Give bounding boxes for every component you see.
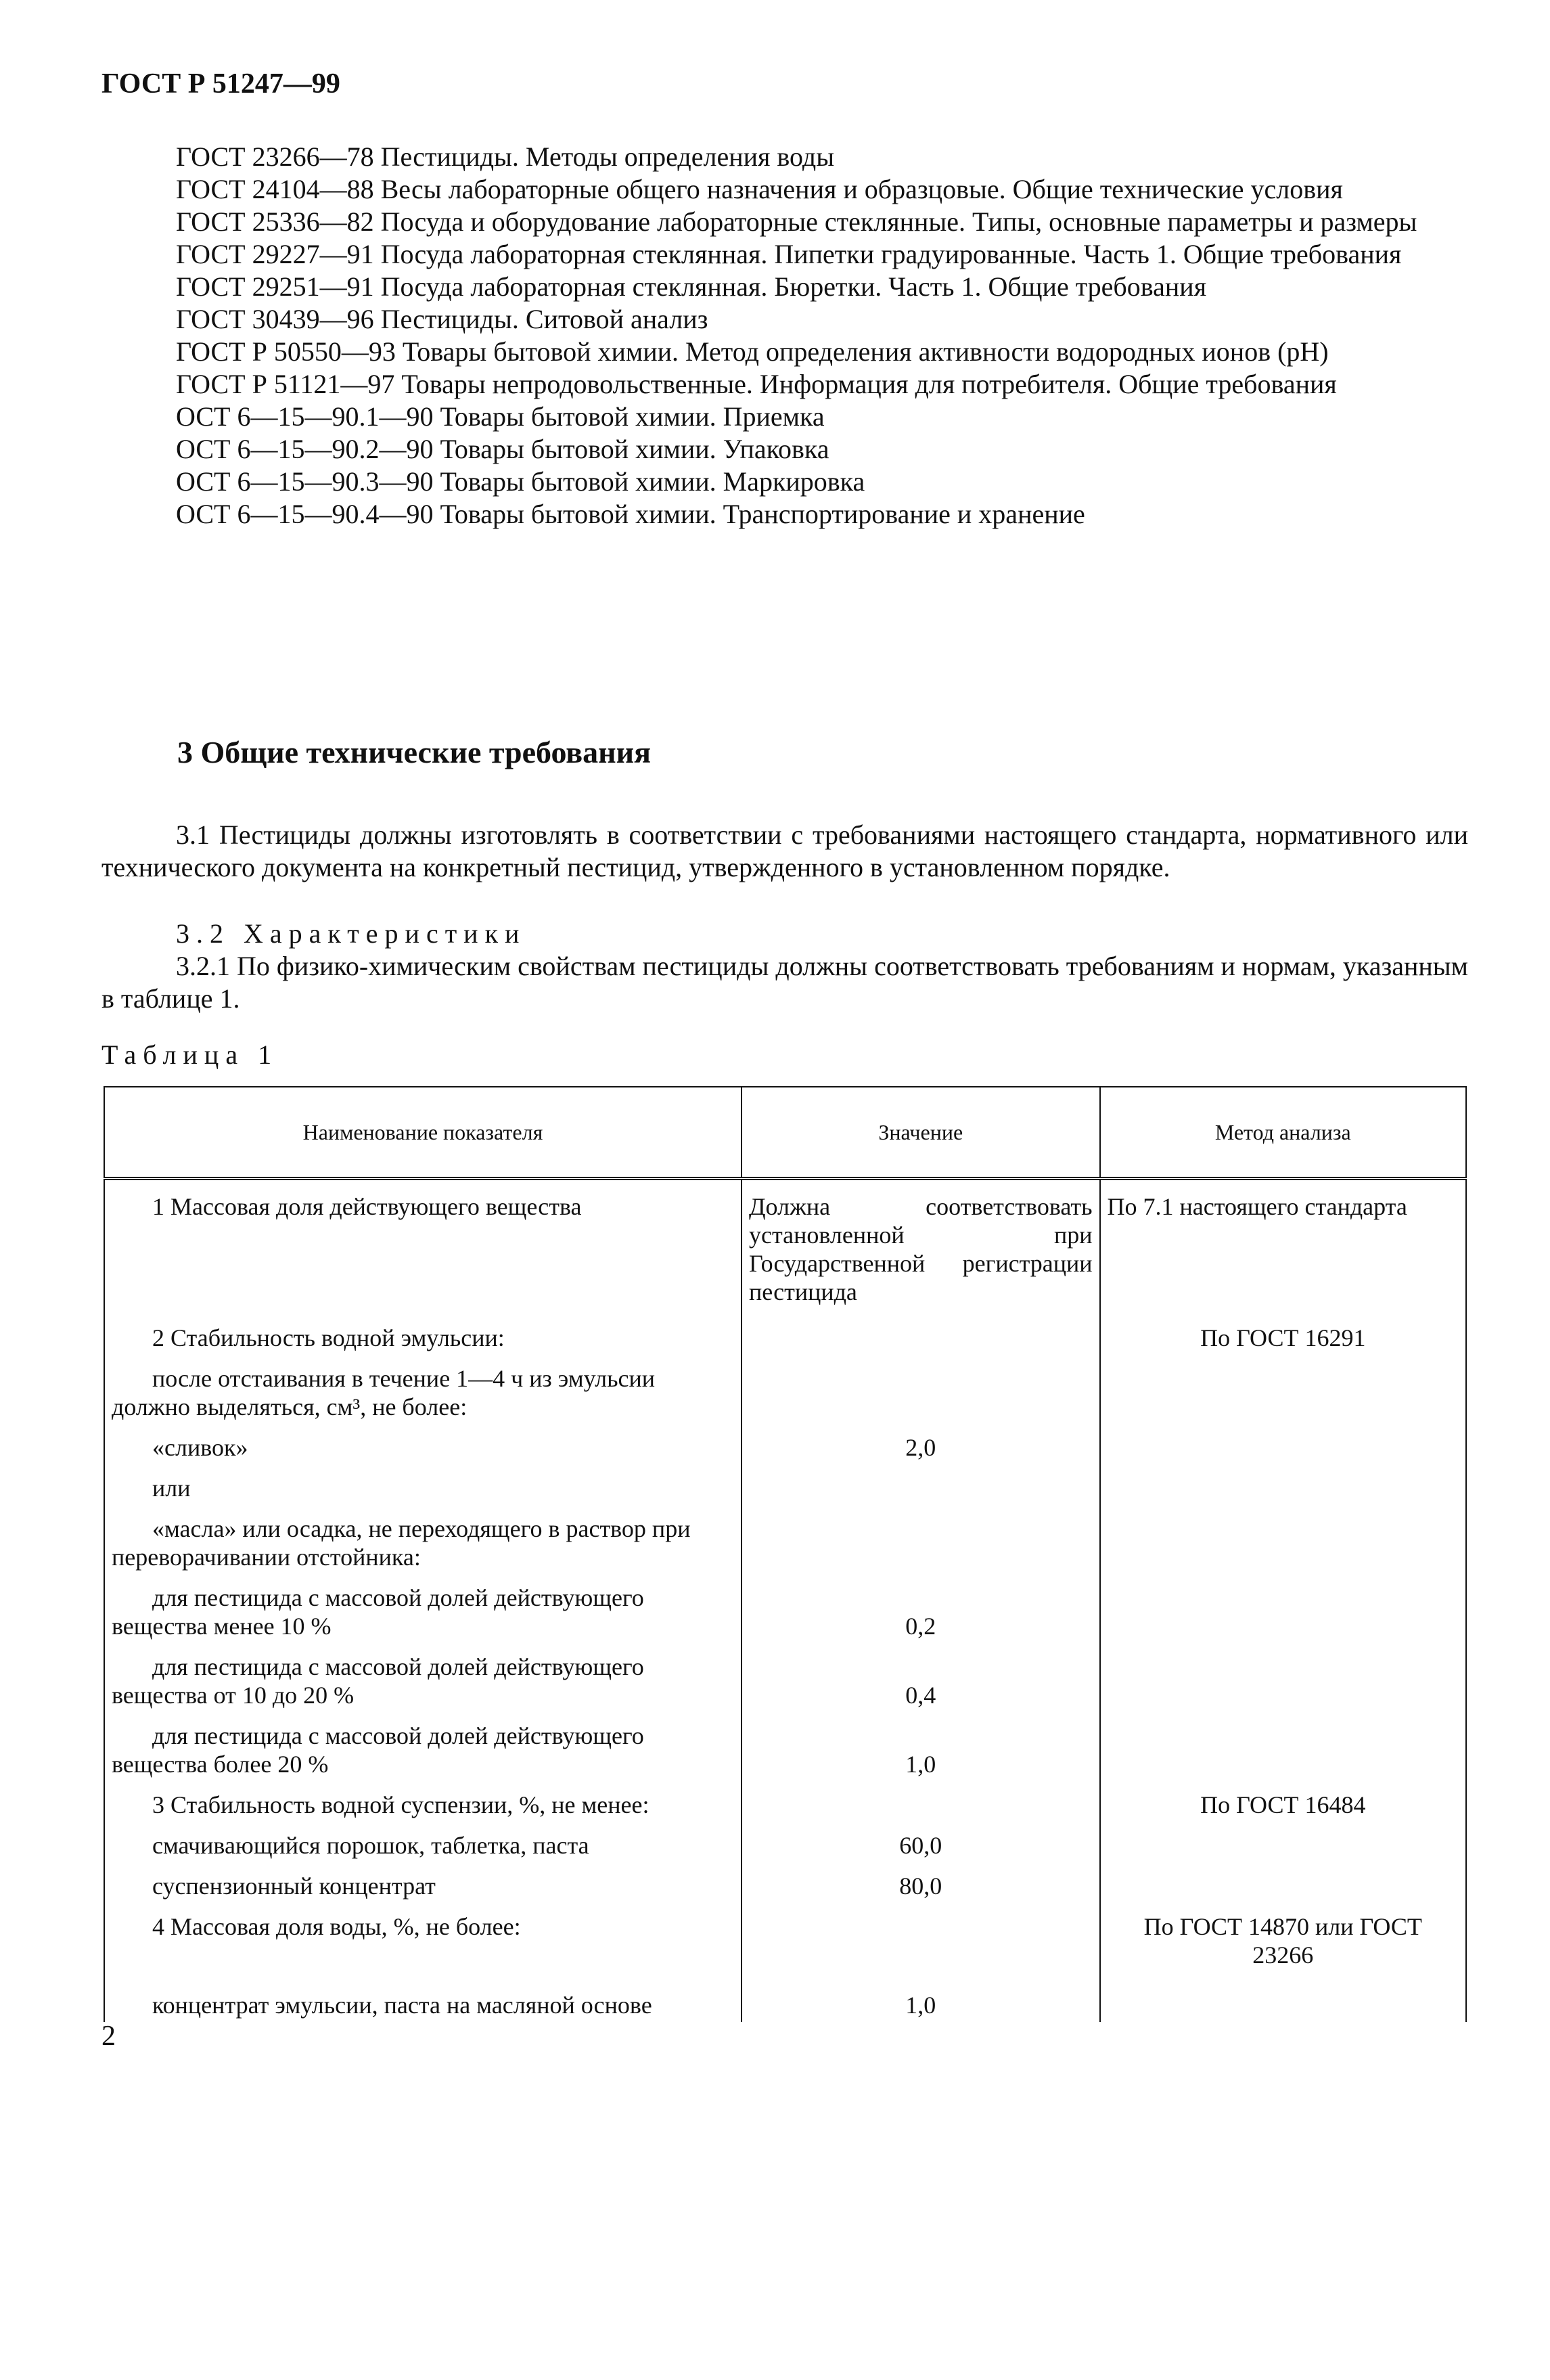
section-title: 3 Общие технические требования [177, 735, 652, 769]
table-header-row [104, 1087, 1466, 1179]
column-header-method: Метод анализа [1100, 1087, 1466, 1179]
cell-method [1100, 1574, 1466, 1643]
cell-name: смачивающийся порошок, таблетка, паста [104, 1822, 742, 1862]
cell-value: Должна соответствовать установленной при Государственной регистрации пестицида [742, 1179, 1100, 1309]
ost-reference-item: ОСТ 6—15—90.3—90 Товары бытовой химии. Маркировка [176, 466, 865, 497]
table-row [104, 1862, 1466, 1903]
cell-value: 1,0 [742, 1712, 1100, 1781]
table-row [104, 1464, 1466, 1505]
cell-method [1100, 1643, 1466, 1712]
cell-value: 60,0 [742, 1822, 1100, 1862]
reference-item: ГОСТ 24104—88 Весы лабораторные общего назначения и образцовые. Общие технические условия [176, 174, 1343, 204]
cell-name: 1 Массовая доля действующего вещества [104, 1179, 742, 1309]
cell-name: «сливок» [104, 1424, 742, 1464]
ost-reference-item: ОСТ 6—15—90.1—90 Товары бытовой химии. Приемка [176, 401, 825, 432]
cell-value [742, 1464, 1100, 1505]
properties-table [104, 1086, 1467, 2022]
cell-method [1100, 1822, 1466, 1862]
cell-name: «масла» или осадка, не переходящего в раствор при переворачивании отстойника: [104, 1505, 742, 1574]
cell-name: 4 Массовая доля воды, %, не более: [104, 1903, 742, 1972]
cell-method [1100, 1972, 1466, 2022]
page-number: 2 [101, 2021, 116, 2052]
table-row [104, 1822, 1466, 1862]
cell-value: 1,0 [742, 1972, 1100, 2022]
cell-name: суспензионный концентрат [104, 1862, 742, 1903]
cell-method: По 7.1 настоящего стандарта [1100, 1179, 1466, 1309]
cell-value [742, 1781, 1100, 1822]
column-header-name: Наименование показателя [104, 1087, 742, 1179]
ost-reference-item: ОСТ 6—15—90.4—90 Товары бытовой химии. Транспортирование и хранение [176, 499, 1085, 529]
table-caption: Таблица 1 [101, 1039, 279, 1070]
reference-item: ГОСТ Р 51121—97 Товары непродовольственные. Информация для потребителя. Общие требования [176, 369, 1337, 399]
paragraph-3-1: 3.1 Пестициды должны изготовлять в соответствии с требованиями настоящего стандарта, нормативного или технического документа на конкретный пестицид, утвержденного в установленном порядке. [101, 819, 1468, 882]
cell-value: 0,2 [742, 1574, 1100, 1643]
reference-item: ГОСТ 29227—91 Посуда лабораторная стеклянная. Пипетки градуированные. Часть 1. Общие требования [176, 239, 1402, 269]
paragraph-3-2: 3.2 Характеристики [176, 918, 526, 949]
table-row [104, 1643, 1466, 1712]
table-row [104, 1972, 1466, 2022]
reference-item: ГОСТ Р 50550—93 Товары бытовой химии. Метод определения активности водородных ионов (pH) [176, 336, 1329, 367]
ost-reference-item: ОСТ 6—15—90.2—90 Товары бытовой химии. Упаковка [176, 434, 829, 464]
cell-value [742, 1505, 1100, 1574]
cell-value [742, 1355, 1100, 1424]
table-row [104, 1355, 1466, 1424]
cell-method [1100, 1862, 1466, 1903]
cell-name: для пестицида с массовой долей действующего вещества более 20 % [104, 1712, 742, 1781]
cell-value [742, 1309, 1100, 1355]
table-row [104, 1712, 1466, 1781]
cell-value: 2,0 [742, 1424, 1100, 1464]
cell-method [1100, 1712, 1466, 1781]
reference-item: ГОСТ 30439—96 Пестициды. Ситовой анализ [176, 304, 708, 334]
cell-method [1100, 1464, 1466, 1505]
reference-item: ГОСТ 25336—82 Посуда и оборудование лабораторные стеклянные. Типы, основные параметры и размеры [176, 206, 1417, 237]
page-header: ГОСТ Р 51247—99 [101, 68, 340, 99]
cell-method [1100, 1505, 1466, 1574]
cell-method: По ГОСТ 16484 [1100, 1781, 1466, 1822]
table-row [104, 1179, 1466, 1309]
cell-name: для пестицида с массовой долей действующего вещества менее 10 % [104, 1574, 742, 1643]
cell-method [1100, 1355, 1466, 1424]
table-row [104, 1505, 1466, 1574]
cell-name: для пестицида с массовой долей действующего вещества от 10 до 20 % [104, 1643, 742, 1712]
normative-references [101, 141, 1468, 531]
paragraph-3-2-1: 3.2.1 По физико-химическим свойствам пестициды должны соответствовать требованиям и нормам, указанным в таблице 1. [101, 951, 1468, 1014]
cell-value: 80,0 [742, 1862, 1100, 1903]
cell-method: По ГОСТ 16291 [1100, 1309, 1466, 1355]
cell-name: концентрат эмульсии, паста на масляной основе [104, 1972, 742, 2022]
cell-name: после отстаивания в течение 1—4 ч из эмульсии должно выделяться, см³, не более: [104, 1355, 742, 1424]
table-row [104, 1903, 1466, 1972]
cell-value [742, 1903, 1100, 1972]
cell-method: По ГОСТ 14870 или ГОСТ 23266 [1100, 1903, 1466, 1972]
cell-name: или [104, 1464, 742, 1505]
table-row [104, 1781, 1466, 1822]
reference-item: ГОСТ 23266—78 Пестициды. Методы определения воды [176, 141, 835, 172]
cell-name: 3 Стабильность водной суспензии, %, не менее: [104, 1781, 742, 1822]
table-row [104, 1574, 1466, 1643]
table-row [104, 1309, 1466, 1355]
column-header-value: Значение [742, 1087, 1100, 1179]
cell-value: 0,4 [742, 1643, 1100, 1712]
reference-item: ГОСТ 29251—91 Посуда лабораторная стеклянная. Бюретки. Часть 1. Общие требования [176, 271, 1207, 302]
table-row [104, 1424, 1466, 1464]
cell-name: 2 Стабильность водной эмульсии: [104, 1309, 742, 1355]
cell-method [1100, 1424, 1466, 1464]
